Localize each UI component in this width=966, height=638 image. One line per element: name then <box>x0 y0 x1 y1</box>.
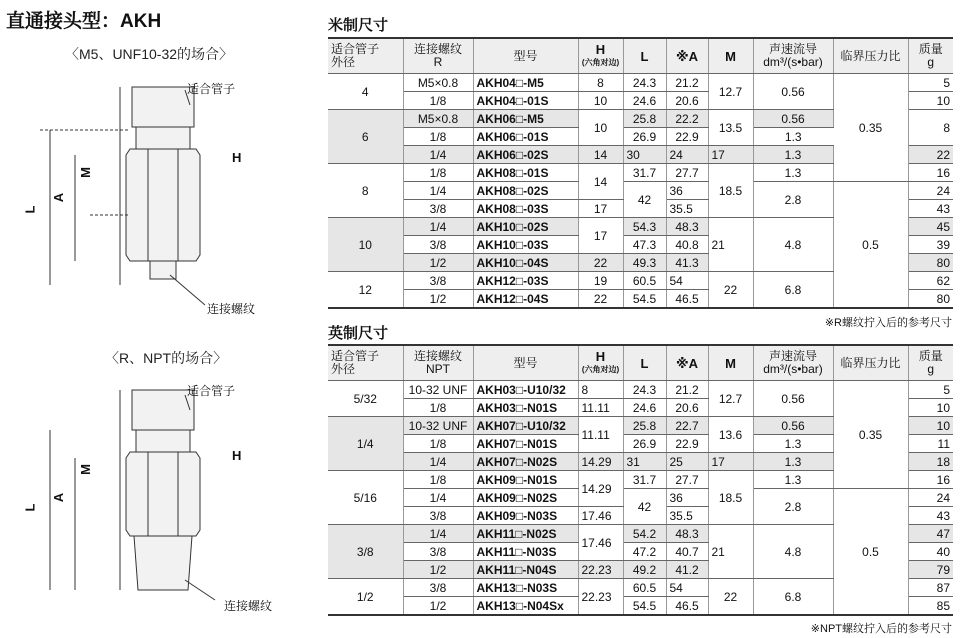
metric-section-title: 米制尺寸 <box>328 17 389 34</box>
table-cell: 22 <box>908 146 953 164</box>
table-cell: 1.3 <box>753 435 833 453</box>
header-label: ※A <box>675 48 699 64</box>
col-l <box>623 38 666 74</box>
table-cell: 5/16 <box>328 471 403 525</box>
table-cell: 10 <box>578 110 623 146</box>
table-cell: 0.5 <box>833 489 908 616</box>
header-label: 临界压力比 <box>840 48 901 63</box>
table-cell: 39 <box>908 236 953 254</box>
table-cell: 18 <box>908 453 953 471</box>
col-a <box>666 38 708 74</box>
model-cell: AKH10□-04S <box>473 254 578 272</box>
table-cell: 22.23 <box>578 561 623 579</box>
table-cell: 3/8 <box>328 525 403 579</box>
table-cell: 31.7 <box>623 164 666 182</box>
model-cell: AKH04□-M5 <box>473 74 578 92</box>
model-cell: AKH09□-N02S <box>473 489 578 507</box>
model-cell: AKH08□-02S <box>473 182 578 200</box>
model-cell: AKH11□-N02S <box>473 525 578 543</box>
dim-h: H <box>232 150 242 165</box>
col-pressure-ratio <box>833 345 908 381</box>
model-cell: AKH07□-N01S <box>473 435 578 453</box>
table-cell: 22 <box>578 290 623 309</box>
table-cell: 80 <box>908 290 953 309</box>
table-row <box>328 74 953 92</box>
table-cell: 10 <box>908 92 953 110</box>
table-cell: 54.3 <box>623 218 666 236</box>
col-outer-diameter <box>328 38 403 74</box>
table-cell: 0.56 <box>753 74 833 110</box>
col-mass <box>908 38 953 74</box>
table-cell: 24 <box>908 182 953 200</box>
header-label: 声速流导 <box>768 349 817 363</box>
table-cell: 27.7 <box>666 164 708 182</box>
table-cell: 26.9 <box>623 128 666 146</box>
table-cell: 24.6 <box>623 92 666 110</box>
table-cell: 14.29 <box>578 471 623 507</box>
model-cell: AKH03□-U10/32 <box>473 381 578 399</box>
diagram-bottom-caption: 〈R、NPT的场合〉 <box>105 350 228 366</box>
table-cell: 1/2 <box>328 579 403 616</box>
header-label: 适合管子 <box>331 349 380 363</box>
table-cell: 21.2 <box>666 381 708 399</box>
table-cell: 5 <box>908 74 953 92</box>
table-cell: 11.11 <box>578 399 623 417</box>
table-cell: 6 <box>328 110 403 164</box>
table-cell: 24 <box>908 489 953 507</box>
table-cell: 3/8 <box>403 236 473 254</box>
model-cell: AKH07□-N02S <box>473 453 578 471</box>
table-cell: M5×0.8 <box>403 74 473 92</box>
table-cell: 11.11 <box>578 417 623 453</box>
diagram-top-caption: 〈M5、UNF10-32的场合〉 <box>65 46 234 62</box>
table-cell: 1/4 <box>403 218 473 236</box>
table-cell: 1/4 <box>403 489 473 507</box>
table-cell: 47.2 <box>623 543 666 561</box>
h-subtitle: (六角对边) <box>581 365 620 374</box>
header-label: dm³/(s•bar) <box>763 55 823 69</box>
table-cell: 3/8 <box>403 543 473 561</box>
table-cell: 36 <box>666 489 708 507</box>
header-label: L <box>640 48 649 64</box>
table-cell: 0.35 <box>833 381 908 489</box>
table-cell: 2.8 <box>753 489 833 525</box>
table-cell: 87 <box>908 579 953 597</box>
table-cell: 1/8 <box>403 92 473 110</box>
header-label: NPT <box>426 362 450 376</box>
table-cell: 31.7 <box>623 471 666 489</box>
header-row <box>328 345 953 381</box>
table-cell: 24.6 <box>623 399 666 417</box>
inch-note: ※NPT螺纹拧入后的参考尺寸 <box>810 623 952 635</box>
table-cell: 46.5 <box>666 290 708 309</box>
model-cell: AKH03□-N01S <box>473 399 578 417</box>
table-cell: 5/32 <box>328 381 403 417</box>
table-cell: 5 <box>908 381 953 399</box>
header-label: H <box>595 349 606 364</box>
col-l <box>623 345 666 381</box>
table-cell: M5×0.8 <box>403 110 473 128</box>
header-label: H <box>595 42 606 57</box>
table-cell: 26.9 <box>623 435 666 453</box>
table-row <box>328 489 953 507</box>
table-cell: 43 <box>908 507 953 525</box>
table-cell: 0.5 <box>833 182 908 309</box>
col-m <box>708 345 753 381</box>
col-model <box>473 345 578 381</box>
table-cell: 48.3 <box>666 525 708 543</box>
header-label: R <box>433 55 443 69</box>
metric-note: ※R螺纹拧入后的参考尺寸 <box>824 317 952 329</box>
table-cell: 0.56 <box>753 417 833 435</box>
table-cell: 10 <box>578 92 623 110</box>
table-cell: 1/8 <box>403 471 473 489</box>
table-cell: 36 <box>666 182 708 200</box>
header-label: 外径 <box>331 55 356 69</box>
table-cell: 17 <box>708 146 753 164</box>
table-cell: 49.2 <box>623 561 666 579</box>
table-cell: 14 <box>578 146 623 164</box>
table-cell: 47.3 <box>623 236 666 254</box>
table-cell: 22.23 <box>578 579 623 616</box>
header-label: 适合管子 <box>331 42 380 56</box>
col-conductance <box>753 345 833 381</box>
dim-m: M <box>77 464 93 475</box>
header-label: 外径 <box>331 362 356 376</box>
inch-section-title: 英制尺寸 <box>328 325 389 342</box>
table-cell: 4 <box>328 74 403 110</box>
table-cell: 16 <box>908 164 953 182</box>
header-label: 质量 <box>918 42 943 56</box>
table-cell: 31 <box>623 453 666 471</box>
table-cell: 54 <box>666 272 708 290</box>
table-cell: 3/8 <box>403 507 473 525</box>
table-cell: 6.8 <box>753 272 833 309</box>
table-cell: 35.5 <box>666 200 708 218</box>
table-cell: 1.3 <box>753 164 833 182</box>
table-cell: 30 <box>623 146 666 164</box>
table-cell: 10-32 UNF <box>403 417 473 435</box>
table-cell: 13.6 <box>708 417 753 453</box>
header-label: 临界压力比 <box>840 355 901 370</box>
model-cell: AKH06□-M5 <box>473 110 578 128</box>
model-cell: AKH12□-03S <box>473 272 578 290</box>
header-label: 型号 <box>513 48 538 63</box>
model-cell: AKH13□-N04Sx <box>473 597 578 616</box>
table-cell: 14 <box>578 164 623 200</box>
h-subtitle: (六角对边) <box>581 58 620 67</box>
header-label: dm³/(s•bar) <box>763 362 823 376</box>
table-cell: 60.5 <box>623 579 666 597</box>
dim-a: A <box>51 192 67 203</box>
table-cell: 25.8 <box>623 110 666 128</box>
dim-l: L <box>22 503 38 512</box>
col-thread <box>403 38 473 74</box>
table-cell: 14.29 <box>578 453 623 471</box>
model-cell: AKH04□-01S <box>473 92 578 110</box>
table-cell: 22 <box>708 272 753 309</box>
model-cell: AKH10□-02S <box>473 218 578 236</box>
table-cell: 1/8 <box>403 435 473 453</box>
thread-label: 连接螺纹 <box>207 302 256 316</box>
table-cell: 1/4 <box>403 146 473 164</box>
table-cell: 1/2 <box>403 561 473 579</box>
table-cell: 19 <box>578 272 623 290</box>
model-cell: AKH06□-02S <box>473 146 578 164</box>
table-cell: 85 <box>908 597 953 616</box>
table-cell: 17 <box>708 453 753 471</box>
table-cell: 8 <box>328 164 403 218</box>
table-cell: 25 <box>666 453 708 471</box>
table-cell: 17 <box>578 200 623 218</box>
table-cell: 6.8 <box>753 579 833 616</box>
table-cell: 20.6 <box>666 92 708 110</box>
model-cell: AKH09□-N03S <box>473 507 578 525</box>
table-cell: 12.7 <box>708 381 753 417</box>
table-cell: 16 <box>908 471 953 489</box>
table-cell: 54.5 <box>623 290 666 309</box>
model-cell: AKH07□-U10/32 <box>473 417 578 435</box>
table-cell: 10 <box>908 399 953 417</box>
table-cell: 62 <box>908 272 953 290</box>
model-cell: AKH08□-01S <box>473 164 578 182</box>
table-cell: 10-32 UNF <box>403 381 473 399</box>
col-m <box>708 38 753 74</box>
tube-label: 适合管子 <box>187 82 236 96</box>
table-cell: 1/4 <box>403 453 473 471</box>
table-cell: 1.3 <box>753 128 833 146</box>
model-cell: AKH11□-N03S <box>473 543 578 561</box>
fitting-drawing-npt <box>20 385 300 625</box>
dim-m: M <box>77 167 93 178</box>
table-cell: 17.46 <box>578 525 623 561</box>
table-cell: 20.6 <box>666 399 708 417</box>
table-cell: 24.3 <box>623 74 666 92</box>
table-cell: 3/8 <box>403 579 473 597</box>
table-cell: 22 <box>708 579 753 616</box>
table-cell: 8 <box>578 74 623 92</box>
table-cell: 27.7 <box>666 471 708 489</box>
header-label: M <box>725 48 736 64</box>
table-cell: 18.5 <box>708 471 753 525</box>
table-cell: 54.5 <box>623 597 666 616</box>
table-cell: 8 <box>578 381 623 399</box>
model-cell: AKH09□-N01S <box>473 471 578 489</box>
table-cell: 48.3 <box>666 218 708 236</box>
table-cell: 79 <box>908 561 953 579</box>
table-cell: 35.5 <box>666 507 708 525</box>
table-cell: 1/8 <box>403 128 473 146</box>
header-label: 连接螺纹 <box>413 42 462 56</box>
col-thread <box>403 345 473 381</box>
table-cell: 54 <box>666 579 708 597</box>
table-cell: 49.3 <box>623 254 666 272</box>
model-cell: AKH08□-03S <box>473 200 578 218</box>
table-cell: 40.8 <box>666 236 708 254</box>
table-cell: 10 <box>908 417 953 435</box>
table-cell: 4.8 <box>753 218 833 272</box>
table-cell: 3/8 <box>403 272 473 290</box>
table-row <box>328 182 953 200</box>
table-cell: 17 <box>578 218 623 254</box>
table-cell: 11 <box>908 435 953 453</box>
col-pressure-ratio <box>833 38 908 74</box>
table-cell: 1/2 <box>403 254 473 272</box>
header-label: g <box>927 362 935 376</box>
header-label: 型号 <box>513 355 538 370</box>
table-cell: 22.7 <box>666 417 708 435</box>
header-label: ※A <box>675 355 699 371</box>
table-cell: 22.2 <box>666 110 708 128</box>
table-cell: 24.3 <box>623 381 666 399</box>
metric-spec-table <box>328 37 953 309</box>
table-cell: 1/2 <box>403 597 473 616</box>
table-cell: 21 <box>708 525 753 579</box>
table-cell: 1.3 <box>753 471 833 489</box>
col-mass <box>908 345 953 381</box>
table-cell: 12.7 <box>708 74 753 110</box>
table-cell: 1/8 <box>403 164 473 182</box>
table-cell: 1.3 <box>753 453 833 471</box>
header-row <box>328 38 953 74</box>
model-cell: AKH12□-04S <box>473 290 578 309</box>
table-row <box>328 381 953 399</box>
model-cell: AKH11□-N04S <box>473 561 578 579</box>
dim-a: A <box>51 492 67 503</box>
table-cell: 60.5 <box>623 272 666 290</box>
col-a <box>666 345 708 381</box>
model-cell: AKH13□-N03S <box>473 579 578 597</box>
dim-h: H <box>232 448 242 463</box>
table-cell: 54.2 <box>623 525 666 543</box>
table-cell: 1/4 <box>328 417 403 471</box>
table-cell: 22 <box>578 254 623 272</box>
model-cell: AKH10□-03S <box>473 236 578 254</box>
table-cell: 25.8 <box>623 417 666 435</box>
header-label: 声速流导 <box>768 42 817 56</box>
table-cell: 42 <box>623 182 666 218</box>
table-cell: 42 <box>623 489 666 525</box>
table-cell: 47 <box>908 525 953 543</box>
table-cell: 45 <box>908 218 953 236</box>
header-label: M <box>725 355 736 371</box>
dim-l: L <box>22 205 38 214</box>
table-cell: 46.5 <box>666 597 708 616</box>
table-cell: 0.56 <box>753 110 833 128</box>
page-title: 直通接头型：AKH <box>6 11 162 32</box>
table-cell: 43 <box>908 200 953 218</box>
table-cell: 2.8 <box>753 182 833 218</box>
table-cell: 40 <box>908 543 953 561</box>
table-cell: 1/2 <box>403 290 473 309</box>
table-cell: 1.3 <box>753 146 833 164</box>
table-cell: 40.7 <box>666 543 708 561</box>
inch-spec-table <box>328 344 953 616</box>
table-cell: 12 <box>328 272 403 309</box>
thread-label: 连接螺纹 <box>224 599 273 613</box>
table-cell: 0.35 <box>833 74 908 182</box>
col-outer-diameter <box>328 345 403 381</box>
table-cell: 1/8 <box>403 399 473 417</box>
table-cell: 18.5 <box>708 164 753 218</box>
table-cell: 3/8 <box>403 200 473 218</box>
table-cell: 1/4 <box>403 525 473 543</box>
table-cell: 80 <box>908 254 953 272</box>
model-cell: AKH06□-01S <box>473 128 578 146</box>
table-cell: 17.46 <box>578 507 623 525</box>
header-label: g <box>927 55 935 69</box>
table-cell: 13.5 <box>708 110 753 146</box>
table-cell: 0.56 <box>753 381 833 417</box>
table-cell: 21 <box>708 218 753 272</box>
table-cell: 22.9 <box>666 128 708 146</box>
header-label: 连接螺纹 <box>413 349 462 363</box>
table-cell: 41.3 <box>666 254 708 272</box>
table-cell: 1/4 <box>403 182 473 200</box>
table-cell: 24 <box>666 146 708 164</box>
header-label: L <box>640 355 649 371</box>
table-cell: 4.8 <box>753 525 833 579</box>
table-cell: 41.2 <box>666 561 708 579</box>
header-label: 质量 <box>918 349 943 363</box>
table-cell: 8 <box>908 110 953 146</box>
tube-label: 适合管子 <box>187 384 236 398</box>
table-cell: 22.9 <box>666 435 708 453</box>
table-cell: 21.2 <box>666 74 708 92</box>
table-cell: 10 <box>328 218 403 272</box>
col-h <box>578 38 623 74</box>
col-conductance <box>753 38 833 74</box>
col-h <box>578 345 623 381</box>
col-model <box>473 38 578 74</box>
